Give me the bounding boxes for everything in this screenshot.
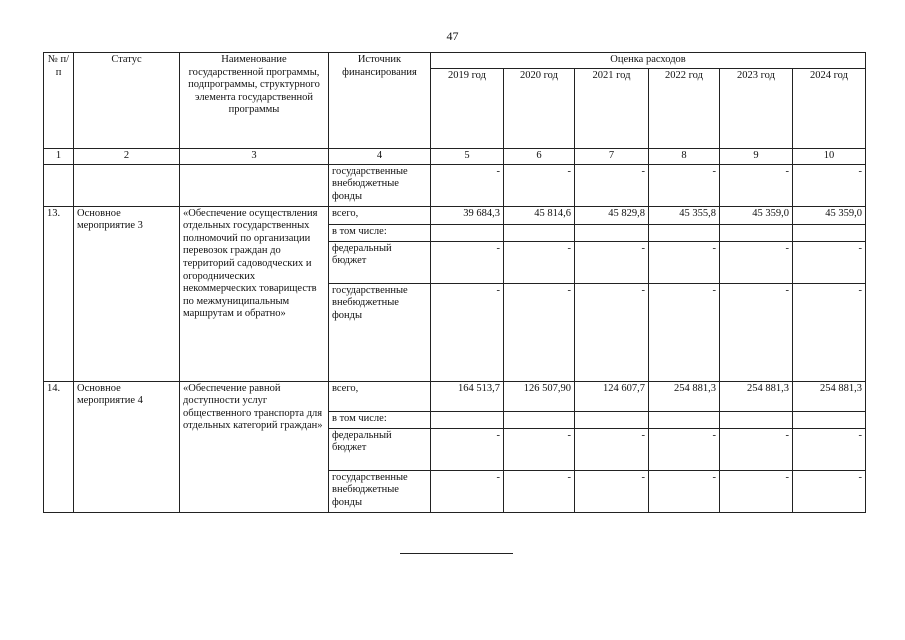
column-number: 6	[504, 148, 575, 164]
value-cell: -	[793, 241, 866, 283]
value-cell: -	[431, 241, 504, 283]
value-cell: -	[649, 164, 720, 206]
source-label: государственные внебюджетные фонды	[329, 283, 431, 381]
value-cell: -	[793, 470, 866, 512]
header-name: Наименование государственной программы, подпрограммы, структурного элемента государственной программы	[180, 53, 329, 149]
footnote-divider	[400, 553, 513, 554]
value-cell	[720, 224, 793, 241]
column-number: 9	[720, 148, 793, 164]
cell-empty	[44, 164, 74, 206]
value-cell: 45 355,8	[649, 206, 720, 224]
value-cell: -	[649, 283, 720, 381]
column-number: 3	[180, 148, 329, 164]
value-cell	[504, 411, 575, 428]
header-source: Источник финансирования	[329, 53, 431, 149]
header-year: 2019 год	[431, 68, 504, 148]
value-cell: 254 881,3	[649, 381, 720, 411]
value-cell: 45 359,0	[720, 206, 793, 224]
source-label: в том числе:	[329, 224, 431, 241]
column-number: 8	[649, 148, 720, 164]
value-cell: -	[649, 470, 720, 512]
value-cell: -	[575, 470, 649, 512]
value-cell: -	[575, 241, 649, 283]
value-cell: -	[720, 283, 793, 381]
value-cell: -	[793, 283, 866, 381]
budget-table	[43, 52, 866, 513]
value-cell	[575, 224, 649, 241]
value-cell	[720, 411, 793, 428]
page-number: 47	[446, 29, 459, 43]
value-cell: 126 507,90	[504, 381, 575, 411]
row-name: «Обеспечение равной доступности услуг общественного транспорта для отдельных категорий граждан»	[180, 381, 329, 512]
header-year: 2024 год	[793, 68, 866, 148]
value-cell: 164 513,7	[431, 381, 504, 411]
header-year: 2022 год	[649, 68, 720, 148]
source-label: в том числе:	[329, 411, 431, 428]
header-status: Статус	[74, 53, 180, 149]
column-numbers-row	[44, 148, 866, 164]
table-row	[44, 206, 866, 224]
value-cell: -	[793, 428, 866, 470]
source-label: государственные внебюджетные фонды	[329, 164, 431, 206]
table-row	[44, 381, 866, 411]
value-cell: -	[649, 241, 720, 283]
row-status: Основное мероприятие 3	[74, 206, 180, 381]
value-cell: -	[504, 164, 575, 206]
column-number: 1	[44, 148, 74, 164]
value-cell: -	[720, 470, 793, 512]
value-cell	[793, 411, 866, 428]
value-cell: -	[575, 283, 649, 381]
header-year: 2020 год	[504, 68, 575, 148]
value-cell: 45 814,6	[504, 206, 575, 224]
value-cell: -	[504, 283, 575, 381]
value-cell: -	[431, 470, 504, 512]
row-status: Основное мероприятие 4	[74, 381, 180, 512]
row-number: 14.	[44, 381, 74, 512]
value-cell: -	[431, 164, 504, 206]
value-cell: 39 684,3	[431, 206, 504, 224]
column-number: 7	[575, 148, 649, 164]
column-number: 10	[793, 148, 866, 164]
value-cell: -	[720, 428, 793, 470]
value-cell: 254 881,3	[793, 381, 866, 411]
value-cell	[575, 411, 649, 428]
value-cell: 124 607,7	[575, 381, 649, 411]
table-header	[44, 53, 866, 165]
value-cell	[649, 224, 720, 241]
value-cell: -	[431, 428, 504, 470]
value-cell: -	[431, 283, 504, 381]
value-cell	[431, 224, 504, 241]
value-cell	[431, 411, 504, 428]
table-row-carry-over	[44, 164, 866, 206]
value-cell: -	[575, 164, 649, 206]
value-cell: -	[720, 164, 793, 206]
value-cell: 45 829,8	[575, 206, 649, 224]
column-number: 2	[74, 148, 180, 164]
column-number: 4	[329, 148, 431, 164]
header-estimate: Оценка расходов	[431, 53, 866, 69]
value-cell: -	[793, 164, 866, 206]
source-label: всего,	[329, 206, 431, 224]
cell-empty	[180, 164, 329, 206]
header-year: 2023 год	[720, 68, 793, 148]
value-cell: -	[504, 241, 575, 283]
cell-empty	[74, 164, 180, 206]
value-cell: -	[720, 241, 793, 283]
value-cell	[649, 411, 720, 428]
value-cell	[793, 224, 866, 241]
value-cell: -	[504, 470, 575, 512]
value-cell: -	[649, 428, 720, 470]
column-number: 5	[431, 148, 504, 164]
source-label: всего,	[329, 381, 431, 411]
source-label: федеральный бюджет	[329, 241, 431, 283]
row-name: «Обеспечение осуществления отдельных государственных полномочий по организации перевозок граждан до территорий садоводческих и огороднических некоммерческих товариществ по межмуниципальным маршрутам и обратно»	[180, 206, 329, 381]
value-cell: -	[504, 428, 575, 470]
value-cell: -	[575, 428, 649, 470]
value-cell	[504, 224, 575, 241]
header-num: № п/п	[44, 53, 74, 149]
header-year: 2021 год	[575, 68, 649, 148]
value-cell: 254 881,3	[720, 381, 793, 411]
row-number: 13.	[44, 206, 74, 381]
source-label: государственные внебюджетные фонды	[329, 470, 431, 512]
value-cell: 45 359,0	[793, 206, 866, 224]
source-label: федеральный бюджет	[329, 428, 431, 470]
